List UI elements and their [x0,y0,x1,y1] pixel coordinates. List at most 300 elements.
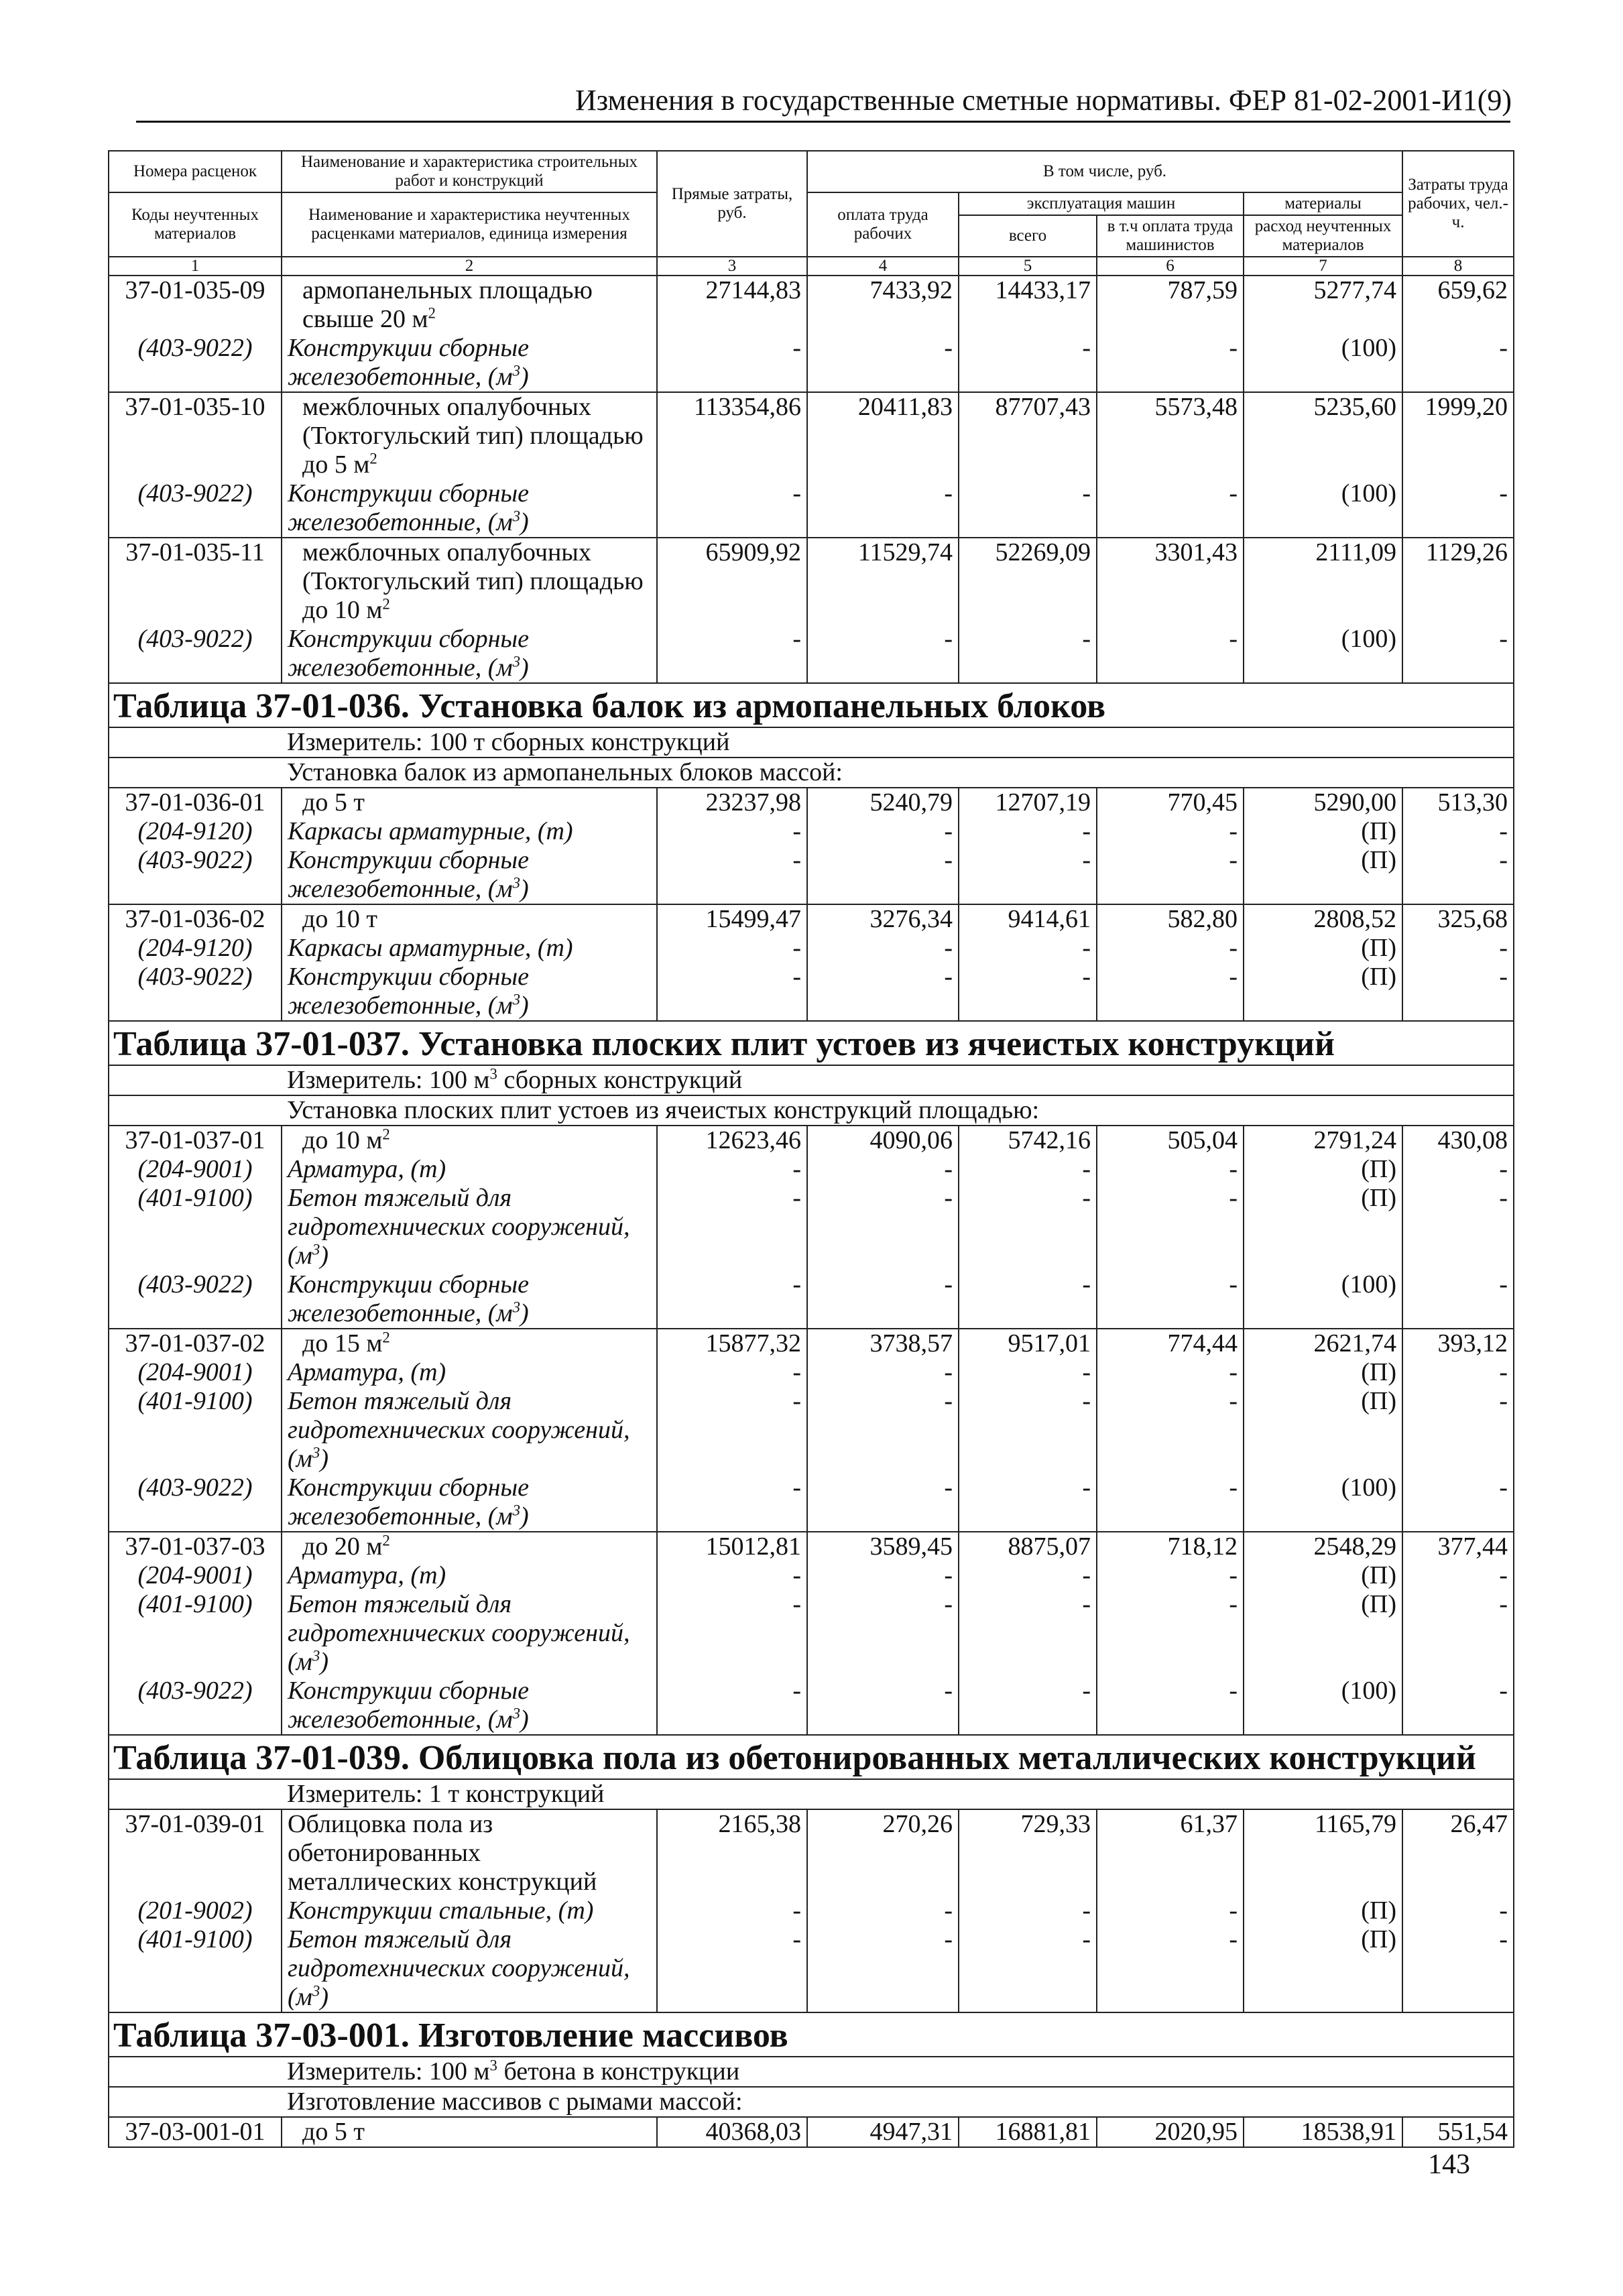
material-name: Каркасы арматурные, (т) [282,817,657,846]
machinist-wages: 718,12 [1097,1532,1244,1561]
direct-cost: - [657,1358,807,1387]
material-row [109,1155,1514,1184]
machines-total: 9414,61 [959,904,1097,934]
machinist-wages: - [1097,846,1244,904]
wages: - [807,963,959,1021]
labor-hours: 659,62 [1402,276,1514,334]
rate-row [109,392,1514,479]
table-title: Таблица 37-01-039. Облицовка пола из обетонированных металлических конструкций [109,1735,1514,1779]
material-row [109,1473,1514,1532]
direct-cost: 15877,32 [657,1329,807,1358]
machines-total: 8875,07 [959,1532,1097,1561]
machinist-wages: - [1097,1270,1244,1329]
wages: - [807,1896,959,1925]
rate-code: 37-01-037-01 [109,1126,282,1155]
machinist-wages: 5573,48 [1097,392,1244,479]
meter-row [109,1779,1514,1809]
machines-total: 16881,81 [959,2117,1097,2147]
material-code: (204-9120) [109,934,282,963]
col-wages: оплата труда рабочих [807,192,959,257]
machinist-wages: - [1097,1358,1244,1387]
col-number: 6 [1097,257,1244,276]
wages: - [807,1155,959,1184]
rate-row [109,1126,1514,1155]
machinist-wages: - [1097,1184,1244,1270]
material-code: (403-9022) [109,1677,282,1735]
materials-cost: 5235,60 [1244,392,1402,479]
labor-hours: 513,30 [1402,788,1514,817]
machinist-wages: - [1097,1473,1244,1532]
direct-cost: 40368,03 [657,2117,807,2147]
machinist-wages: - [1097,1590,1244,1677]
labor-hours: - [1402,334,1514,392]
direct-cost: - [657,1155,807,1184]
labor-hours: 430,08 [1402,1126,1514,1155]
material-code: (401-9100) [109,1387,282,1473]
material-name: Арматура, (т) [282,1155,657,1184]
machines-total: - [959,1561,1097,1590]
labor-hours: 1129,26 [1402,538,1514,625]
work-name: до 10 $м^2$ [282,1126,657,1155]
work-name: межблочных опалубочных (Токтогульский тип) площадью до 5 $м^2$ [282,392,657,479]
page-number: 143 [1428,2149,1470,2180]
machinist-wages: - [1097,1677,1244,1735]
group-label: Установка плоских плит устоев из ячеистых конструкций площадью: [109,1095,1514,1126]
materials-cost: (П) [1244,1590,1402,1677]
machines-total: - [959,1590,1097,1677]
labor-hours: 377,44 [1402,1532,1514,1561]
labor-hours: - [1402,1358,1514,1387]
machinist-wages: - [1097,963,1244,1021]
work-name: армопанельных площадью свыше 20 $м^2$ [282,276,657,334]
col-code-a: Номера расценок [109,151,282,192]
material-code: (401-9100) [109,1590,282,1677]
machines-total: - [959,1155,1097,1184]
labor-hours: - [1402,1896,1514,1925]
machines-total: 87707,43 [959,392,1097,479]
machinist-wages: - [1097,334,1244,392]
machinist-wages: 2020,95 [1097,2117,1244,2147]
labor-hours: - [1402,934,1514,963]
column-number-row [109,257,1514,276]
wages: - [807,1184,959,1270]
direct-cost: - [657,963,807,1021]
machines-total: - [959,963,1097,1021]
col-incl: В том числе, руб. [807,151,1402,192]
material-code: (403-9022) [109,479,282,538]
rate-row [109,788,1514,817]
direct-cost: - [657,846,807,904]
rate-row [109,1329,1514,1358]
material-row [109,817,1514,846]
material-row [109,963,1514,1021]
work-name: до 15 $м^2$ [282,1329,657,1358]
material-name: Конструкции сборные железобетонные, $(м^3)$ [282,334,657,392]
direct-cost: 15012,81 [657,1532,807,1561]
machinist-wages: - [1097,1925,1244,2012]
labor-hours: - [1402,1270,1514,1329]
table-meter: Измеритель: 1 т конструкций [109,1779,1514,1809]
col-number: 2 [282,257,657,276]
material-code: (401-9100) [109,1184,282,1270]
material-row [109,1358,1514,1387]
materials-cost: (П) [1244,1561,1402,1590]
materials-cost: (П) [1244,963,1402,1021]
labor-hours: - [1402,1155,1514,1184]
wages: - [807,1270,959,1329]
materials-cost: 18538,91 [1244,2117,1402,2147]
rate-code: 37-01-037-02 [109,1329,282,1358]
machinist-wages: - [1097,934,1244,963]
rate-code: 37-01-036-02 [109,904,282,934]
material-row [109,1387,1514,1473]
materials-cost: 5290,00 [1244,788,1402,817]
machinist-wages: 770,45 [1097,788,1244,817]
labor-hours: 551,54 [1402,2117,1514,2147]
labor-hours: - [1402,1561,1514,1590]
direct-cost: - [657,625,807,683]
machines-total: - [959,1387,1097,1473]
direct-cost: - [657,934,807,963]
material-code: (403-9022) [109,625,282,683]
rate-code: 37-01-037-03 [109,1532,282,1561]
material-name: Конструкции сборные железобетонные, $(м^3)$ [282,846,657,904]
wages: - [807,1561,959,1590]
machines-total: - [959,479,1097,538]
material-row [109,1590,1514,1677]
material-row [109,1270,1514,1329]
material-name: Конструкции стальные, (т) [282,1896,657,1925]
materials-cost: 2621,74 [1244,1329,1402,1358]
col-name-b: Наименование и характеристика неучтенных расценками материалов, единица измерения [282,192,657,257]
work-name: до 5 т [282,2117,657,2147]
labor-hours: 325,68 [1402,904,1514,934]
machines-total: - [959,1677,1097,1735]
machinist-wages: - [1097,1561,1244,1590]
col-materials-unaccounted: расход неучтенных материалов [1244,215,1402,257]
machinist-wages: - [1097,479,1244,538]
col-direct: Прямые затраты, руб. [657,151,807,257]
rate-row [109,1809,1514,1896]
machines-total: - [959,1358,1097,1387]
material-code: (204-9001) [109,1561,282,1590]
col-machinist-wages: в т.ч оплата труда машинистов [1097,215,1244,257]
group-row [109,758,1514,788]
wages: - [807,1387,959,1473]
work-name: Облицовка пола из обетонированных металлических конструкций [282,1809,657,1896]
material-row [109,846,1514,904]
material-name: Арматура, (т) [282,1358,657,1387]
direct-cost: 15499,47 [657,904,807,934]
wages: - [807,817,959,846]
table-title: Таблица 37-01-036. Установка балок из армопанельных блоков [109,683,1514,727]
machinist-wages: - [1097,817,1244,846]
wages: - [807,334,959,392]
labor-hours: - [1402,1184,1514,1270]
material-code: (403-9022) [109,334,282,392]
col-number: 3 [657,257,807,276]
header-rule [136,121,1510,123]
machines-total: - [959,817,1097,846]
wages: 7433,92 [807,276,959,334]
labor-hours: - [1402,1473,1514,1532]
machinist-wages: 505,04 [1097,1126,1244,1155]
direct-cost: 27144,83 [657,276,807,334]
material-code: (403-9022) [109,1473,282,1532]
labor-hours: 1999,20 [1402,392,1514,479]
col-machines: эксплуатация машин [959,192,1244,215]
material-code: (403-9022) [109,963,282,1021]
wages: - [807,625,959,683]
table-title-row [109,683,1514,727]
direct-cost: - [657,1473,807,1532]
wages: 11529,74 [807,538,959,625]
wages: 3276,34 [807,904,959,934]
materials-cost: 5277,74 [1244,276,1402,334]
materials-cost: (П) [1244,1387,1402,1473]
rates-table [108,150,1514,2148]
direct-cost: 12623,46 [657,1126,807,1155]
machinist-wages: - [1097,625,1244,683]
rate-code: 37-01-039-01 [109,1809,282,1896]
meter-row [109,1065,1514,1095]
labor-hours: - [1402,846,1514,904]
group-row [109,2087,1514,2117]
material-name: Бетон тяжелый для гидротехнических сооружений, $(м^3)$ [282,1590,657,1677]
rate-row [109,904,1514,934]
table-title-row [109,2012,1514,2057]
column-header-row [109,192,1514,215]
materials-cost: 1165,79 [1244,1809,1402,1896]
material-row [109,1677,1514,1735]
materials-cost: 2808,52 [1244,904,1402,934]
material-code: (204-9001) [109,1358,282,1387]
work-name: до 5 т [282,788,657,817]
wages: - [807,1473,959,1532]
machinist-wages: 787,59 [1097,276,1244,334]
wages: - [807,1925,959,2012]
machinist-wages: 582,80 [1097,904,1244,934]
rate-row [109,1532,1514,1561]
meter-row [109,2057,1514,2087]
labor-hours: - [1402,1590,1514,1677]
machines-total: 14433,17 [959,276,1097,334]
col-name-a: Наименование и характеристика строительных работ и конструкций [282,151,657,192]
machinist-wages: - [1097,1387,1244,1473]
labor-hours: - [1402,1677,1514,1735]
col-materials: материалы [1244,192,1402,215]
table-title: Таблица 37-03-001. Изготовление массивов [109,2012,1514,2057]
col-code-b: Коды неучтенных материалов [109,192,282,257]
materials-cost: (100) [1244,479,1402,538]
machines-total: - [959,1184,1097,1270]
materials-cost: (100) [1244,1473,1402,1532]
group-label: Изготовление массивов с рымами массой: [109,2087,1514,2117]
col-number: 5 [959,257,1097,276]
material-code: (204-9120) [109,817,282,846]
direct-cost: - [657,1387,807,1473]
materials-cost: (100) [1244,625,1402,683]
materials-cost: 2548,29 [1244,1532,1402,1561]
group-label: Установка балок из армопанельных блоков массой: [109,758,1514,788]
machines-total: - [959,625,1097,683]
column-header-row [109,151,1514,192]
rate-row [109,276,1514,334]
material-name: Каркасы арматурные, (т) [282,934,657,963]
col-machines-total: всего [959,215,1097,257]
direct-cost: 2165,38 [657,1809,807,1896]
rate-code: 37-01-035-09 [109,276,282,334]
materials-cost: 2111,09 [1244,538,1402,625]
machinist-wages: 774,44 [1097,1329,1244,1358]
labor-hours: - [1402,1925,1514,2012]
page-header: Изменения в государственные сметные нормативы. ФЕР 81-02-2001-И1(9) [575,84,1512,117]
direct-cost: - [657,1925,807,2012]
material-row [109,1561,1514,1590]
col-number: 7 [1244,257,1402,276]
meter-row [109,727,1514,758]
wages: 270,26 [807,1809,959,1896]
material-code: (204-9001) [109,1155,282,1184]
materials-cost: (П) [1244,1184,1402,1270]
direct-cost: - [657,1561,807,1590]
material-row [109,934,1514,963]
materials-cost: (П) [1244,817,1402,846]
wages: 5240,79 [807,788,959,817]
direct-cost: 65909,92 [657,538,807,625]
direct-cost: - [657,1270,807,1329]
materials-cost: (100) [1244,334,1402,392]
materials-cost: 2791,24 [1244,1126,1402,1155]
material-row [109,1925,1514,2012]
wages: 3738,57 [807,1329,959,1358]
machinist-wages: 61,37 [1097,1809,1244,1896]
col-number: 8 [1402,257,1514,276]
wages: - [807,846,959,904]
materials-cost: (П) [1244,1155,1402,1184]
table-meter: Измеритель: 100 $м^3$ сборных конструкций [109,1065,1514,1095]
rate-row [109,2117,1514,2147]
machinist-wages: - [1097,1155,1244,1184]
machines-total: - [959,1473,1097,1532]
table-title: Таблица 37-01-037. Установка плоских плит устоев из ячеистых конструкций [109,1021,1514,1065]
material-name: Конструкции сборные железобетонные, $(м^3)$ [282,963,657,1021]
machines-total: 12707,19 [959,788,1097,817]
material-code: (403-9022) [109,1270,282,1329]
direct-cost: - [657,1677,807,1735]
material-name: Конструкции сборные железобетонные, $(м^3)$ [282,625,657,683]
machines-total: 9517,01 [959,1329,1097,1358]
labor-hours: 26,47 [1402,1809,1514,1896]
wages: - [807,1677,959,1735]
materials-cost: (П) [1244,1925,1402,2012]
direct-cost: 113354,86 [657,392,807,479]
material-code: (403-9022) [109,846,282,904]
material-name: Конструкции сборные железобетонные, $(м^3)$ [282,1473,657,1532]
material-code: (401-9100) [109,1925,282,2012]
material-name: Бетон тяжелый для гидротехнических сооружений, $(м^3)$ [282,1387,657,1473]
direct-cost: - [657,1184,807,1270]
labor-hours: 393,12 [1402,1329,1514,1358]
machines-total: - [959,334,1097,392]
rate-code: 37-01-036-01 [109,788,282,817]
labor-hours: - [1402,1387,1514,1473]
materials-cost: (П) [1244,1358,1402,1387]
table-title-row [109,1735,1514,1779]
machines-total: - [959,1925,1097,2012]
table-title-row [109,1021,1514,1065]
material-name: Конструкции сборные железобетонные, $(м^3)$ [282,1677,657,1735]
material-name: Бетон тяжелый для гидротехнических сооружений, $(м^3)$ [282,1184,657,1270]
material-code: (201-9002) [109,1896,282,1925]
machines-total: - [959,1896,1097,1925]
material-row [109,479,1514,538]
machines-total: - [959,846,1097,904]
material-row [109,334,1514,392]
wages: - [807,1590,959,1677]
machines-total: 5742,16 [959,1126,1097,1155]
wages: - [807,1358,959,1387]
rate-row [109,538,1514,625]
wages: - [807,479,959,538]
labor-hours: - [1402,817,1514,846]
material-name: Бетон тяжелый для гидротехнических сооружений, $(м^3)$ [282,1925,657,2012]
direct-cost: - [657,817,807,846]
wages: 20411,83 [807,392,959,479]
machines-total: - [959,934,1097,963]
direct-cost: - [657,334,807,392]
machines-total: 729,33 [959,1809,1097,1896]
labor-hours: - [1402,479,1514,538]
materials-cost: (П) [1244,1896,1402,1925]
group-row [109,1095,1514,1126]
direct-cost: - [657,479,807,538]
rate-code: 37-01-035-10 [109,392,282,479]
labor-hours: - [1402,625,1514,683]
wages: 4947,31 [807,2117,959,2147]
work-name: до 10 т [282,904,657,934]
materials-cost: (П) [1244,846,1402,904]
col-labor: Затраты труда рабочих, чел.-ч. [1402,151,1514,257]
machinist-wages: - [1097,1896,1244,1925]
material-name: Конструкции сборные железобетонные, $(м^3)$ [282,479,657,538]
labor-hours: - [1402,963,1514,1021]
rate-code: 37-03-001-01 [109,2117,282,2147]
machines-total: 52269,09 [959,538,1097,625]
materials-cost: (П) [1244,934,1402,963]
direct-cost: - [657,1590,807,1677]
work-name: межблочных опалубочных (Токтогульский тип) площадью до 10 $м^2$ [282,538,657,625]
material-row [109,1184,1514,1270]
wages: - [807,934,959,963]
table-meter: Измеритель: 100 $м^3$ бетона в конструкции [109,2057,1514,2087]
machinist-wages: 3301,43 [1097,538,1244,625]
work-name: до 20 $м^2$ [282,1532,657,1561]
col-number: 1 [109,257,282,276]
rate-code: 37-01-035-11 [109,538,282,625]
table-meter: Измеритель: 100 т сборных конструкций [109,727,1514,758]
materials-cost: (100) [1244,1677,1402,1735]
materials-cost: (100) [1244,1270,1402,1329]
direct-cost: - [657,1896,807,1925]
material-row [109,625,1514,683]
col-number: 4 [807,257,959,276]
material-name: Арматура, (т) [282,1561,657,1590]
material-row [109,1896,1514,1925]
wages: 4090,06 [807,1126,959,1155]
machines-total: - [959,1270,1097,1329]
material-name: Конструкции сборные железобетонные, $(м^3)$ [282,1270,657,1329]
